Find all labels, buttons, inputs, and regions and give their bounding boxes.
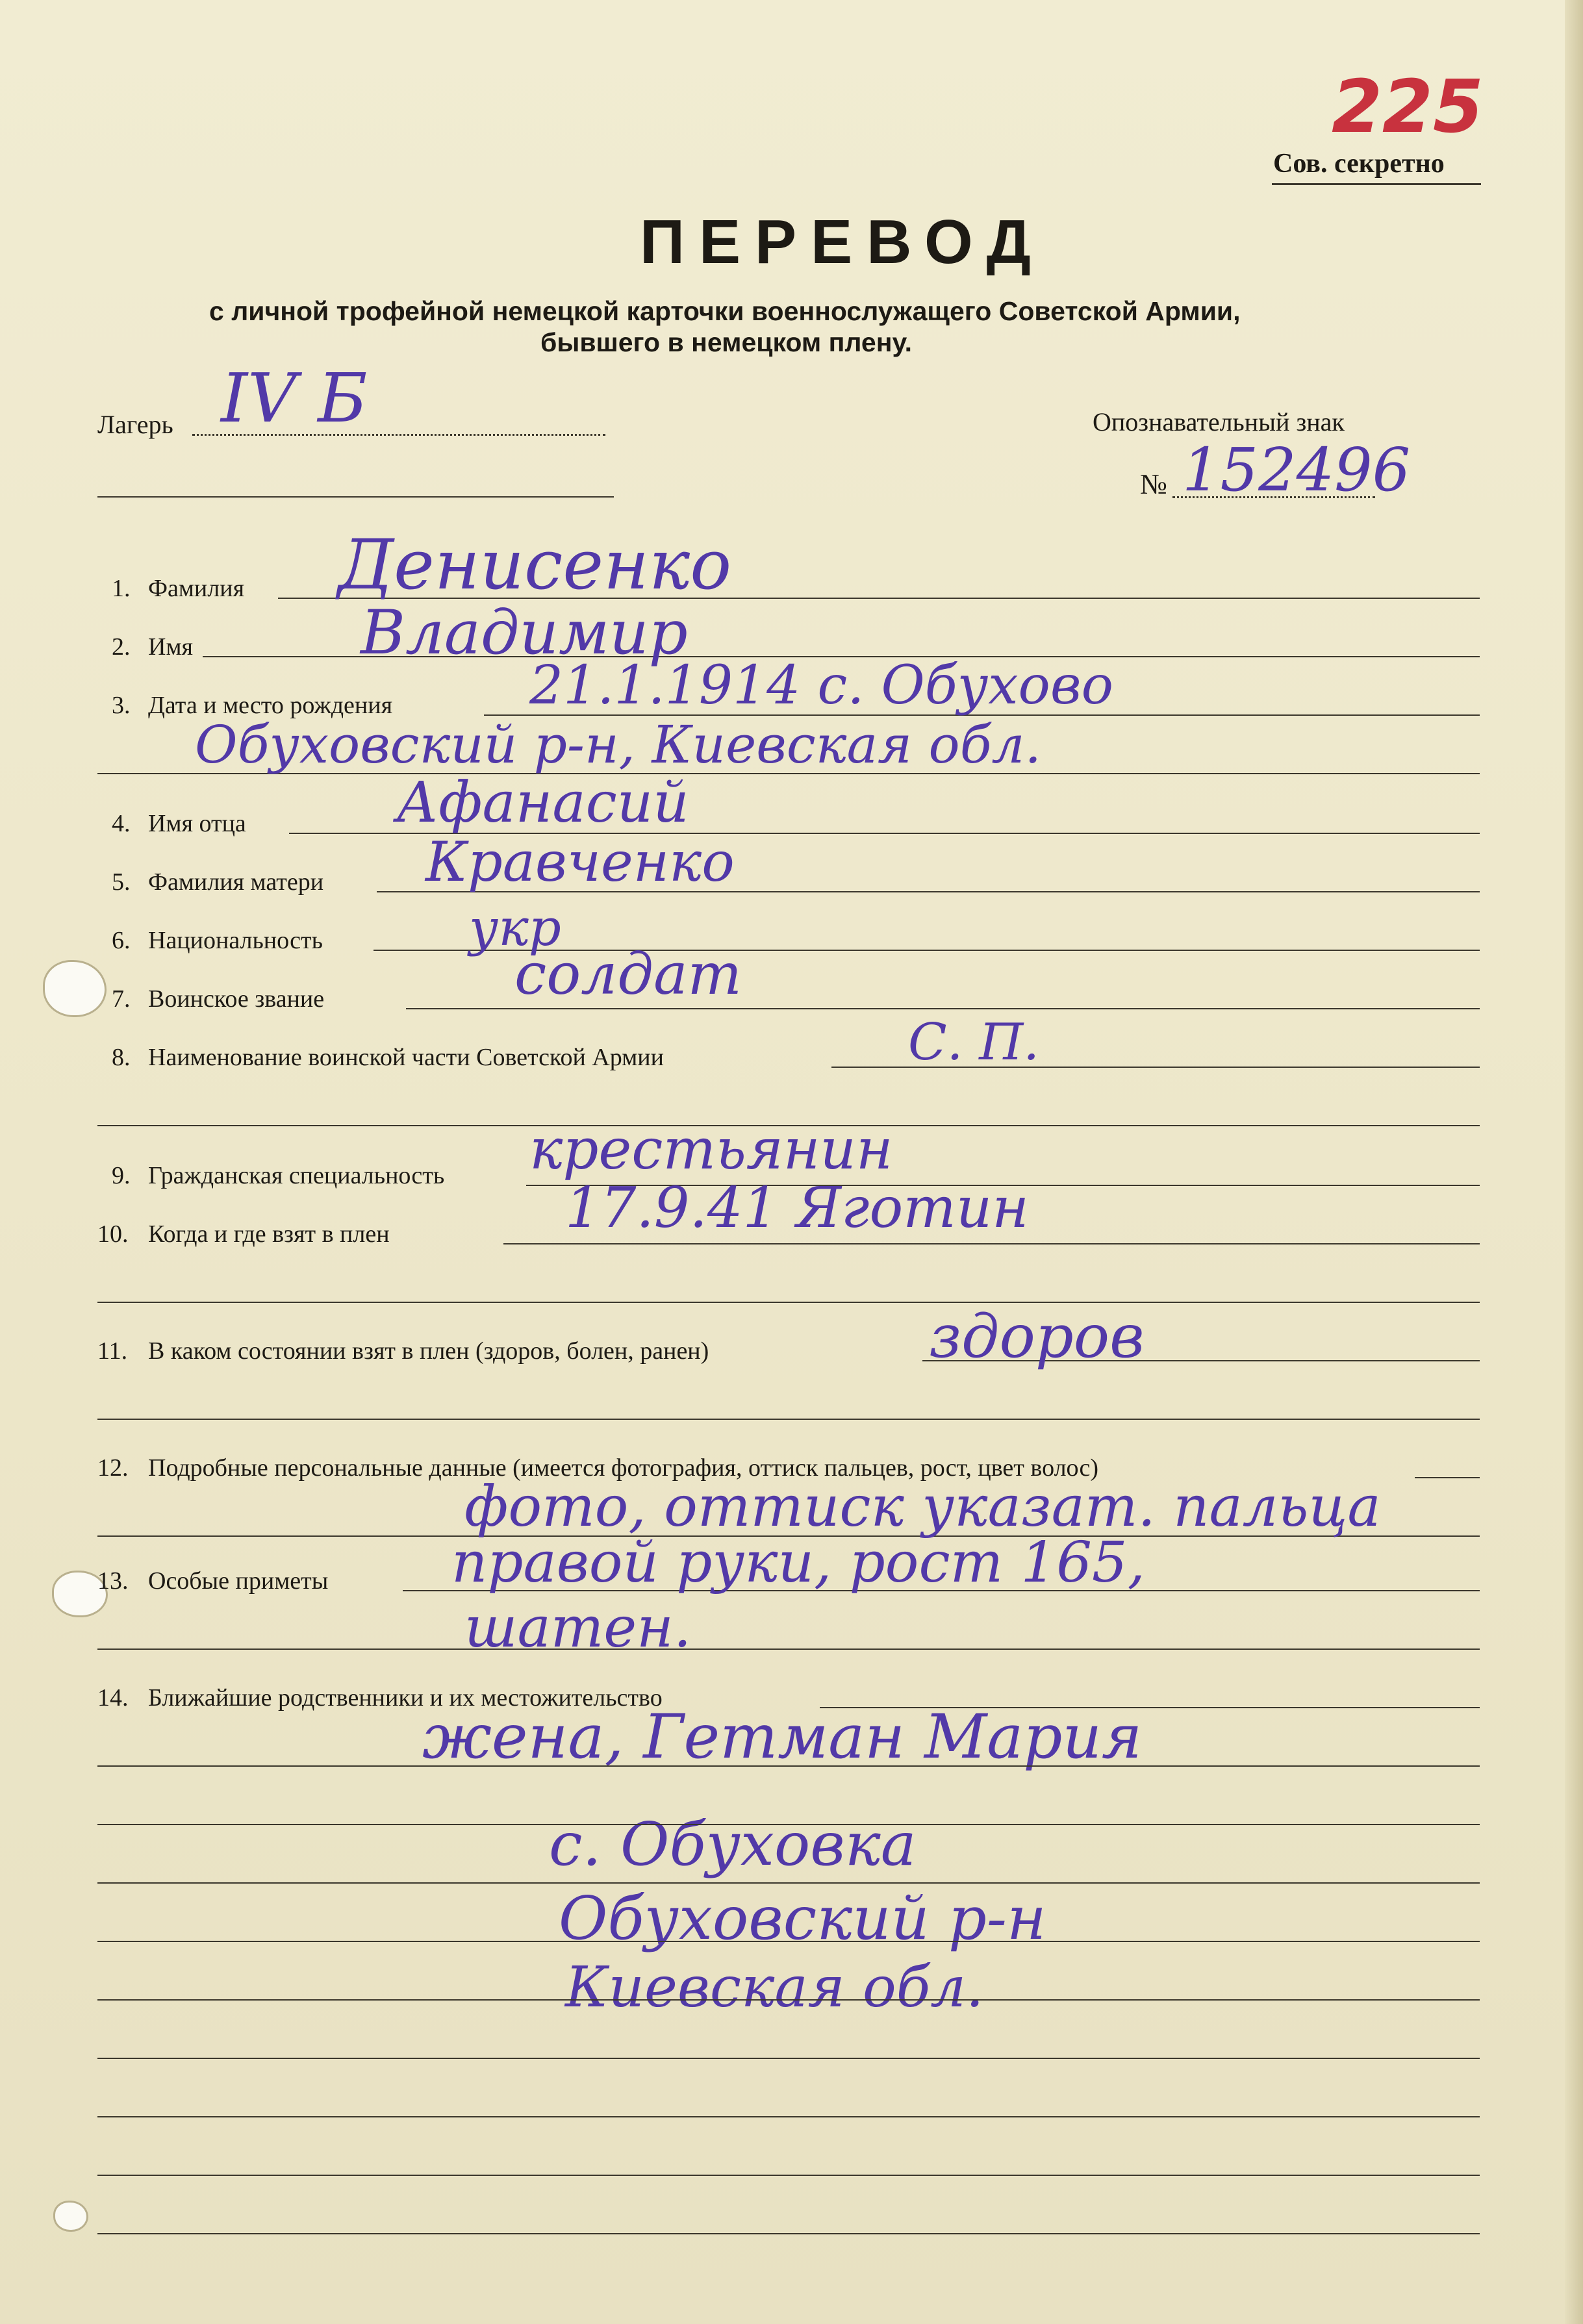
field-label-profession: Гражданская специальность <box>148 1162 445 1189</box>
field-number: 1. <box>112 575 131 602</box>
field-value-relatives: жена, Гетман Мария <box>422 1702 1143 1773</box>
field-label-surname: Фамилия <box>148 575 245 602</box>
field-number: 7. <box>112 985 131 1013</box>
field-line <box>97 1999 1480 2001</box>
stamp-number: 225 <box>1332 65 1484 149</box>
field-value-surname: Денисенко <box>338 525 732 605</box>
field-value-relatives-line2: с. Обуховка <box>549 1810 917 1879</box>
field-line <box>97 1824 1480 1825</box>
field-number: 2. <box>112 633 131 661</box>
field-value-father: Афанасий <box>396 770 689 835</box>
field-line <box>97 2175 1480 2176</box>
field-value-mother: Кравченко <box>425 830 735 894</box>
id-mark-value: 152496 <box>1182 435 1411 505</box>
field-number: 8. <box>112 1044 131 1071</box>
page-subtitle-line2: бывшего в немецком плену. <box>540 327 913 357</box>
field-label-features: Особые приметы <box>148 1567 329 1595</box>
paper-edge <box>1565 0 1583 2324</box>
field-value-nationality: укр <box>469 899 561 957</box>
field-label-captured: Когда и где взят в плен <box>148 1220 390 1248</box>
field-value-unit: С. П. <box>908 1013 1040 1072</box>
field-number: 14. <box>97 1684 129 1711</box>
field-number: 9. <box>112 1162 131 1189</box>
field-label-nationality: Национальность <box>148 927 323 954</box>
id-mark-no-label: № <box>1140 468 1167 500</box>
camp-extra-line <box>97 496 614 498</box>
field-label-relatives: Ближайшие родственники и их местожительство <box>148 1684 663 1711</box>
field-value-name: Владимир <box>361 598 688 668</box>
field-value-rank: солдат <box>514 941 742 1007</box>
field-line <box>503 1243 1480 1244</box>
field-number: 3. <box>112 692 131 719</box>
camp-label: Лагерь <box>97 410 173 439</box>
classification-underline <box>1272 183 1481 185</box>
field-number: 4. <box>112 810 131 837</box>
field-number: 5. <box>112 868 131 896</box>
field-line <box>97 2116 1480 2117</box>
field-line <box>97 2233 1480 2234</box>
field-label-personal-data: Подробные персональные данные (имеется фотография, оттиск пальцев, рост, цвет волос) <box>148 1454 1098 1482</box>
field-line <box>97 2058 1480 2059</box>
field-value-relatives-line4: Киевская обл. <box>565 1955 984 2020</box>
field-label-rank: Воинское звание <box>148 985 325 1013</box>
field-line <box>97 1419 1480 1420</box>
field-number: 6. <box>112 927 131 954</box>
field-value-captured: 17.9.41 Яготин <box>565 1176 1029 1241</box>
field-number: 11. <box>97 1337 128 1365</box>
field-label-unit: Наименование воинской части Советской Армии <box>148 1044 664 1071</box>
field-line <box>97 1302 1480 1303</box>
field-label-mother: Фамилия матери <box>148 868 324 896</box>
field-value-features-line2: шатен. <box>464 1595 692 1660</box>
field-number: 12. <box>97 1454 129 1482</box>
field-label-birth: Дата и место рождения <box>148 692 393 719</box>
punch-hole <box>53 2201 88 2232</box>
id-mark-label: Опознавательный знак <box>1093 407 1345 436</box>
page-title: ПЕРЕВОД <box>640 207 1045 277</box>
field-label-condition: В каком состоянии взят в плен (здоров, болен, ранен) <box>148 1337 709 1365</box>
classification-mark: Сов. секретно <box>1273 149 1445 179</box>
field-label-father: Имя отца <box>148 810 246 837</box>
field-value-profession: крестьянин <box>529 1117 893 1182</box>
field-line <box>97 1765 1480 1767</box>
field-line <box>1415 1477 1480 1478</box>
page-subtitle-line1: с личной трофейной немецкой карточки военнослужащего Советской Армии, <box>209 296 1241 326</box>
field-value-birth: 21.1.1914 с. Обухово <box>529 655 1113 716</box>
punch-hole <box>43 960 107 1017</box>
field-label-name: Имя <box>148 633 193 661</box>
field-value-condition: здоров <box>929 1302 1145 1371</box>
field-number: 10. <box>97 1220 129 1248</box>
field-line <box>97 1941 1480 1942</box>
field-line <box>97 1648 1480 1650</box>
camp-value: IV Б <box>221 359 368 438</box>
field-value-personal-data: фото, оттиск указат. пальца <box>464 1474 1381 1539</box>
field-value-birth-line2: Обуховский р-н, Киевская обл. <box>195 714 1041 775</box>
field-number: 13. <box>97 1567 129 1595</box>
field-value-features: правой руки, рост 165, <box>451 1530 1145 1595</box>
field-line <box>406 1008 1480 1009</box>
field-value-relatives-line3: Обуховский р-н <box>559 1884 1046 1953</box>
